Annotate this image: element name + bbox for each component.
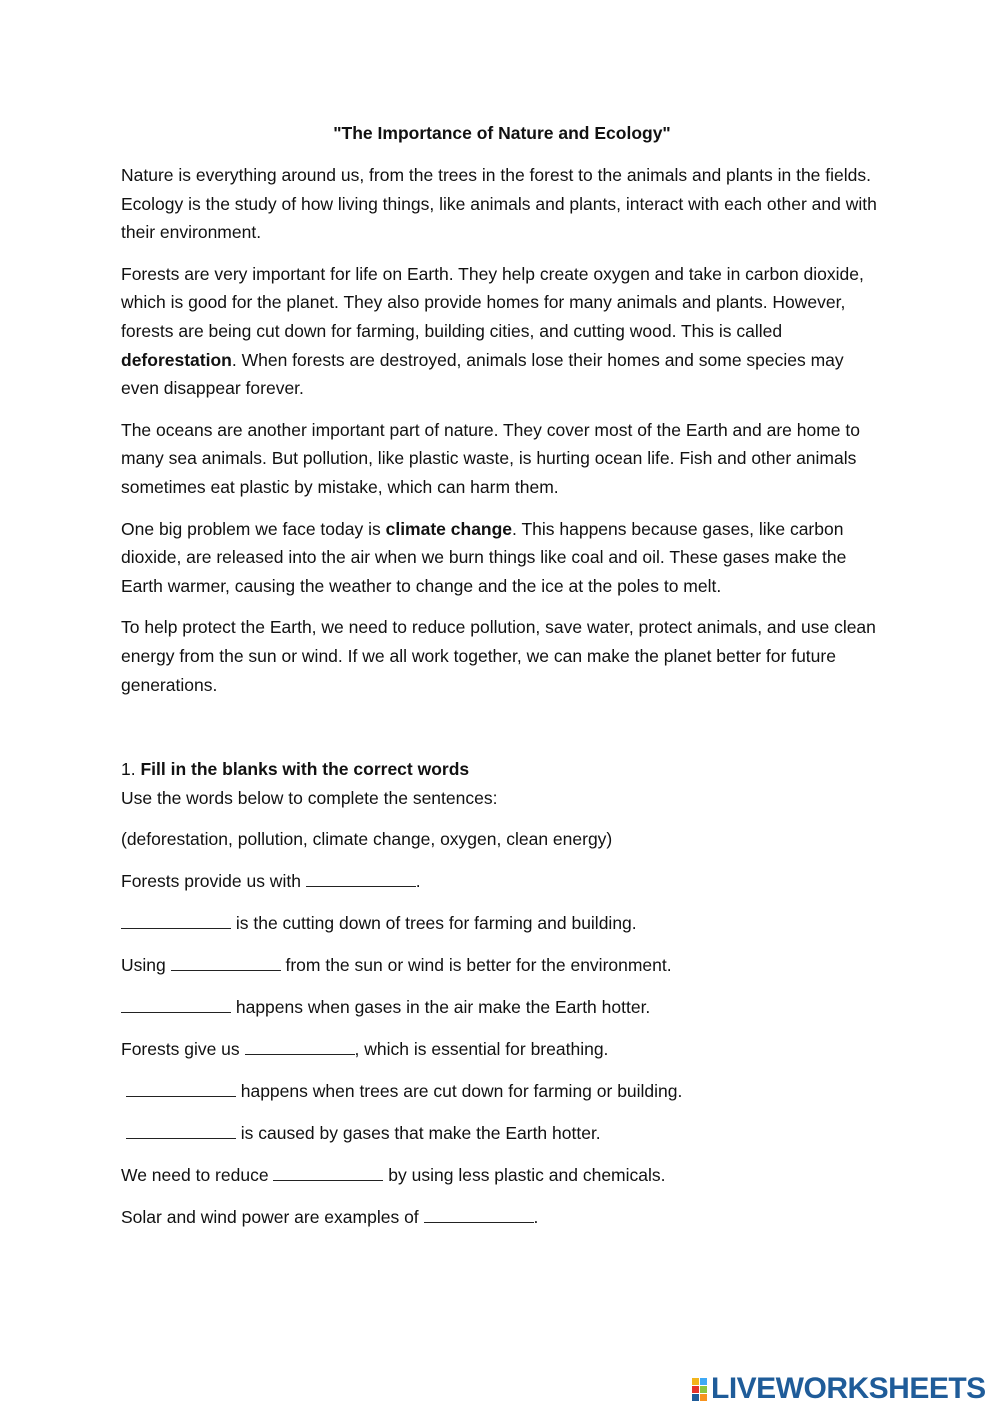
- liveworksheets-logo-text: LIVEWORKSHEETS: [711, 1372, 986, 1405]
- fill-in-item: [121, 1203, 883, 1232]
- item-text-after: .: [415, 870, 421, 891]
- fill-in-items: [121, 867, 883, 1231]
- answer-blank[interactable]: [121, 910, 231, 929]
- exercise-section: [121, 755, 883, 1231]
- fill-in-item: [121, 993, 883, 1022]
- exercise-heading: [121, 755, 883, 784]
- fill-in-item: [121, 951, 883, 980]
- item-text-before: Solar and wind power are examples of: [121, 1206, 424, 1227]
- worksheet-page: [121, 121, 883, 1245]
- item-text-after: by using less plastic and chemicals.: [383, 1164, 666, 1185]
- word-bank: (deforestation, pollution, climate change, oxygen, clean energy): [121, 829, 613, 850]
- logo-mark-square: [692, 1378, 699, 1385]
- item-text-after: is the cutting down of trees for farming and building.: [231, 912, 637, 933]
- paragraph-forests-text-b: . When forests are destroyed, animals lose their homes and some species may even disappear forever.: [121, 349, 844, 399]
- fill-in-item: [121, 867, 883, 896]
- fill-in-item: [121, 1161, 883, 1190]
- item-text-before: Forests give us: [121, 1038, 245, 1059]
- liveworksheets-logo-icon: [692, 1378, 707, 1401]
- fill-in-item: [121, 1119, 883, 1148]
- answer-blank[interactable]: [245, 1036, 355, 1055]
- answer-blank[interactable]: [424, 1204, 534, 1223]
- fill-in-item: [121, 909, 883, 938]
- answer-blank[interactable]: [126, 1078, 236, 1097]
- fill-in-item: [121, 1077, 883, 1106]
- logo-mark-square: [700, 1394, 707, 1401]
- logo-mark-square: [692, 1386, 699, 1393]
- logo-mark-square: [700, 1378, 707, 1385]
- paragraph-forests-text-a: Forests are very important for life on Earth. They help create oxygen and take in carbon dioxide, which is good for the planet. They also provide homes for many animals and plants. However, forests are being cut down for farming, building cities, and cutting wood. This is called: [121, 263, 864, 341]
- paragraph-climate-text-b: . This happens because gases, like carbon dioxide, are released into the air when we burn things like coal and oil. These gases make the Earth warmer, causing the weather to change and the ice at the poles to melt.: [121, 518, 847, 596]
- logo-mark-square: [692, 1394, 699, 1401]
- item-text-after: happens when trees are cut down for farming or building.: [235, 1080, 683, 1101]
- term-climate-change: climate change: [385, 518, 513, 539]
- item-text-before: Forests provide us with: [121, 870, 306, 891]
- item-text-before: Using: [121, 954, 171, 975]
- paragraph-climate: [121, 515, 883, 601]
- item-text-after: is caused by gases that make the Earth hotter.: [235, 1122, 601, 1143]
- answer-blank[interactable]: [306, 868, 416, 887]
- logo-mark-square: [700, 1386, 707, 1393]
- item-text-after: happens when gases in the air make the Earth hotter.: [231, 996, 651, 1017]
- answer-blank[interactable]: [121, 994, 231, 1013]
- exercise-number: 1.: [121, 759, 141, 780]
- term-deforestation: deforestation: [121, 349, 232, 370]
- answer-blank[interactable]: [273, 1162, 383, 1181]
- item-text-after: .: [533, 1206, 539, 1227]
- liveworksheets-logo: [692, 1374, 986, 1404]
- paragraph-protect: To help protect the Earth, we need to reduce pollution, save water, protect animals, and use clean energy from the sun or wind. If we all work together, we can make the planet better for future generations.: [121, 617, 876, 695]
- worksheet-title: "The Importance of Nature and Ecology": [333, 123, 671, 143]
- fill-in-item: [121, 1035, 883, 1064]
- paragraph-forests: [121, 260, 883, 403]
- item-text-after: , which is essential for breathing.: [354, 1038, 609, 1059]
- exercise-instruction: Use the words below to complete the sentences:: [121, 787, 498, 808]
- paragraph-nature: Nature is everything around us, from the trees in the forest to the animals and plants in the fields. Ecology is the study of how living things, like animals and plants, interact with each other and with their environment.: [121, 165, 877, 243]
- answer-blank[interactable]: [171, 952, 281, 971]
- answer-blank[interactable]: [126, 1120, 236, 1139]
- exercise-heading-text: Fill in the blanks with the correct words: [140, 759, 470, 780]
- item-text-after: from the sun or wind is better for the environment.: [280, 954, 672, 975]
- paragraph-climate-text-a: One big problem we face today is: [121, 518, 386, 539]
- item-text-before: We need to reduce: [121, 1164, 274, 1185]
- paragraph-oceans: The oceans are another important part of nature. They cover most of the Earth and are home to many sea animals. But pollution, like plastic waste, is hurting ocean life. Fish and other animals sometimes eat plastic by mistake, which can harm them.: [121, 419, 860, 497]
